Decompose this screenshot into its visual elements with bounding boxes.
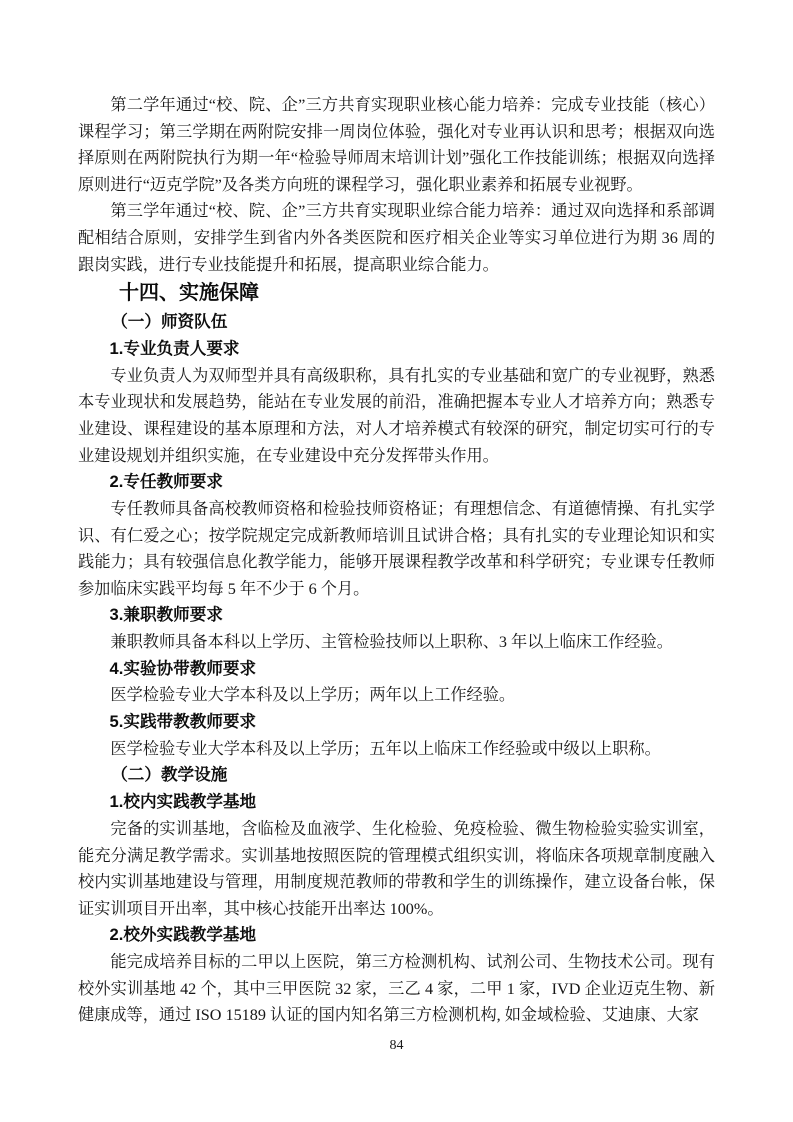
paragraph: 专业负责人为双师型并具有高级职称，具有扎实的专业基础和宽广的专业视野，熟悉本专业现状和发展趋势，能站在专业发展的前沿，准确把握本专业人才培养方向；熟悉专业建设、课程建设的基本原理和方法，对人才培养模式有较深的研究，制定切实可行的专业建设规划并组织实施，在专业建设中充分发挥带头作用。 <box>78 366 715 465</box>
paragraph: 第二学年通过“校、院、企”三方共育实现职业核心能力培养：完成专业技能（核心）课程学习；第三学期在两附院安排一周岗位体验，强化对专业再认识和思考；根据双向选择原则在两附院执行为期一年“检验导师周末培训计划”强化工作技能训练；根据双向选择原则进行“迈克学院”及各类方向班的课程学习，强化职业素养和拓展专业视野。 <box>78 96 715 194</box>
subsection-heading: （二）教学设施 <box>111 765 228 785</box>
paragraph: 专任教师具备高校教师资格和检验技师资格证；有理想信念、有道德情操、有扎实学识、有仁爱之心；按学院规定完成新教师培训且试讲合格；具有扎实的专业理论知识和实践能力；具有较强信息化教学能力，能够开展课程教学改革和科学研究；专业课专任教师参加临床实践平均每 5 年不少于 6 个月。 <box>78 499 715 598</box>
section-heading: 十四、实施保障 <box>119 282 259 305</box>
item-heading: 5.实践带教教师要求 <box>109 712 257 732</box>
item-heading: 1.专业负责人要求 <box>109 338 240 358</box>
subsection-heading: （一）师资队伍 <box>111 312 228 332</box>
item-heading: 2.专任教师要求 <box>109 472 223 492</box>
paragraph: 完备的实训基地，含临检及血液学、生化检验、免疫检验、微生物检验实验实训室，能充分满足教学需求。实训基地按照医院的管理模式组织实训，将临床各项规章制度融入校内实训基地建设与管理，用制度规范教师的带教和学生的训练操作，建立设备台帐，保证实训项目开出率，其中核心技能开出率达 100%。 <box>78 820 715 918</box>
page-number: 84 <box>389 1038 404 1053</box>
paragraph: 医学检验专业大学本科及以上学历；两年以上工作经验。 <box>110 686 516 705</box>
paragraph: 兼职教师具备本科以上学历、主管检验技师以上职称、3 年以上临床工作经验。 <box>110 633 673 652</box>
item-heading: 4.实验协带教师要求 <box>109 658 257 678</box>
paragraph: 医学检验专业大学本科及以上学历；五年以上临床工作经验或中级以上职称。 <box>110 739 661 758</box>
item-heading: 1.校内实践教学基地 <box>109 792 257 812</box>
paragraph: 能完成培养目标的二甲以上医院，第三方检测机构、试剂公司、生物技术公司。现有校外实训基地 42 个，其中三甲医院 32 家，三乙 4 家，二甲 1 家，IVD 企业迈克生物、新健康成等，通过 ISO 15189 认证的国内知名第三方检测机构, 如金域检验、艾迪康、大家 <box>78 953 715 1025</box>
document-content <box>78 92 715 1029</box>
paragraph: 第三学年通过“校、院、企”三方共育实现职业综合能力培养：通过双向选择和系部调配相结合原则，安排学生到省内外各类医院和医疗相关企业等实习单位进行为期 36 周的跟岗实践，进行专业技能提升和拓展，提高职业综合能力。 <box>78 202 715 274</box>
item-heading: 3.兼职教师要求 <box>109 605 223 625</box>
item-heading: 2.校外实践教学基地 <box>109 925 257 945</box>
